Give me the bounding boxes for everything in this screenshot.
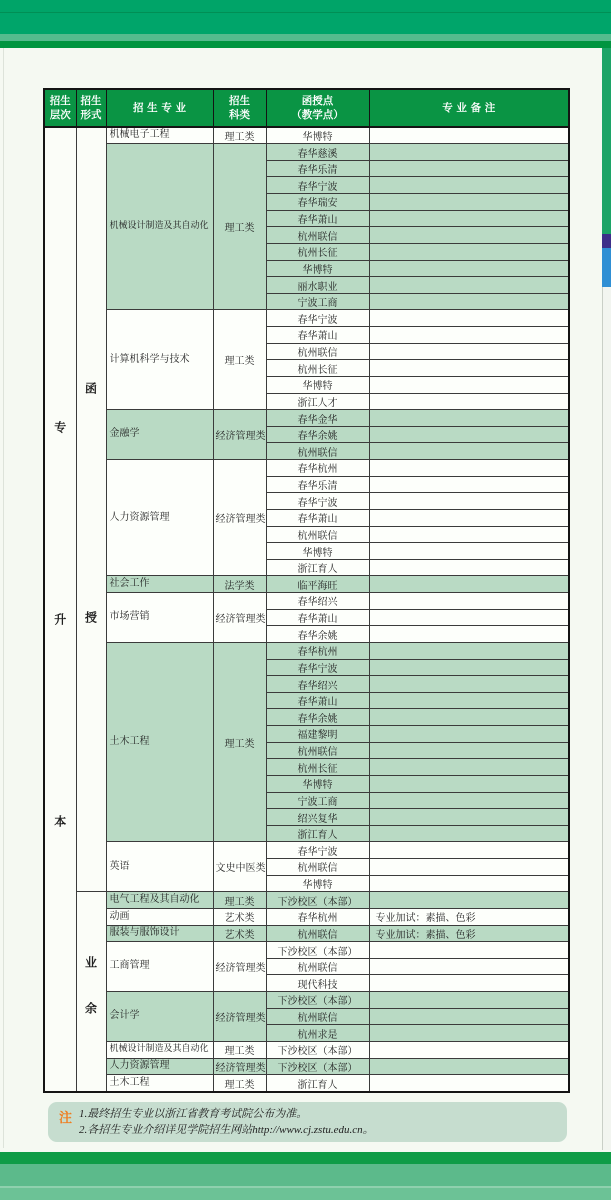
page-left-edge-line — [3, 48, 4, 1148]
site-cell: 春华金华 — [266, 410, 369, 427]
site-cell: 杭州长征 — [266, 243, 369, 260]
site-cell: 春华宁波 — [266, 177, 369, 194]
column-header-form: 招生 形式 — [76, 89, 106, 127]
remark-cell — [369, 642, 569, 659]
remark-cell — [369, 775, 569, 792]
major-cell: 机械电子工程 — [106, 127, 213, 144]
table-row — [44, 908, 569, 925]
category-cell: 理工类 — [213, 127, 266, 144]
column-header-level: 招生 层次 — [44, 89, 76, 127]
remark-cell — [369, 825, 569, 842]
site-cell: 春华乐清 — [266, 476, 369, 493]
remark-cell — [369, 676, 569, 693]
site-cell: 浙江育人 — [266, 825, 369, 842]
top-banner-bar-2 — [0, 13, 611, 34]
remark-cell — [369, 958, 569, 975]
remark-cell — [369, 692, 569, 709]
level-char: 升 — [54, 612, 67, 627]
form-char: 函 — [84, 381, 98, 396]
level-char: 专 — [54, 420, 67, 435]
remark-cell — [369, 127, 569, 144]
remark-cell — [369, 842, 569, 859]
remark-cell — [369, 593, 569, 610]
site-cell: 福建黎明 — [266, 726, 369, 743]
site-cell: 浙江育人 — [266, 559, 369, 576]
remark-cell — [369, 293, 569, 310]
major-cell: 电气工程及其自动化 — [106, 892, 213, 909]
site-cell: 春华萧山 — [266, 210, 369, 227]
note-lines — [79, 1106, 559, 1138]
remark-cell — [369, 559, 569, 576]
major-cell: 英语 — [106, 842, 213, 892]
column-header-major: 招 生 专 业 — [106, 89, 213, 127]
major-cell: 会计学 — [106, 992, 213, 1042]
remark-cell — [369, 792, 569, 809]
site-cell: 春华绍兴 — [266, 676, 369, 693]
level-char: 本 — [54, 814, 67, 829]
form-cell-函授 — [76, 127, 106, 892]
site-cell: 现代科技 — [266, 975, 369, 992]
remark-cell — [369, 327, 569, 344]
table-row — [44, 144, 569, 161]
site-cell: 下沙校区（本部） — [266, 1041, 369, 1058]
remark-cell — [369, 992, 569, 1009]
site-cell: 下沙校区（本部） — [266, 892, 369, 909]
major-cell: 金融学 — [106, 410, 213, 460]
remark-cell — [369, 310, 569, 327]
category-cell: 理工类 — [213, 144, 266, 310]
remark-cell — [369, 975, 569, 992]
category-cell: 经济管理类 — [213, 942, 266, 992]
site-cell: 春华宁波 — [266, 493, 369, 510]
major-cell: 计算机科学与技术 — [106, 310, 213, 410]
remark-cell — [369, 343, 569, 360]
site-cell: 杭州联信 — [266, 958, 369, 975]
site-cell: 杭州联信 — [266, 343, 369, 360]
note-box — [48, 1102, 567, 1142]
category-cell: 艺术类 — [213, 925, 266, 942]
site-cell: 下沙校区（本部） — [266, 992, 369, 1009]
remark-cell — [369, 376, 569, 393]
site-cell: 下沙校区（本部） — [266, 1058, 369, 1075]
major-cell: 人力资源管理 — [106, 1058, 213, 1075]
top-banner-bar-dark — [0, 41, 611, 48]
site-cell: 杭州联信 — [266, 859, 369, 876]
site-cell: 春华宁波 — [266, 659, 369, 676]
table-row — [44, 842, 569, 859]
table-row — [44, 310, 569, 327]
site-cell: 杭州联信 — [266, 1008, 369, 1025]
major-cell: 工商管理 — [106, 942, 213, 992]
remark-cell — [369, 1025, 569, 1042]
remark-cell — [369, 576, 569, 593]
site-cell: 春华萧山 — [266, 327, 369, 344]
bottom-banner-bar — [0, 1164, 611, 1186]
site-cell: 春华杭州 — [266, 460, 369, 477]
major-cell: 机械设计制造及其自动化 — [106, 1041, 213, 1058]
site-cell: 春华萧山 — [266, 609, 369, 626]
major-cell: 市场营销 — [106, 593, 213, 643]
level-cell — [44, 127, 76, 1092]
major-cell: 人力资源管理 — [106, 460, 213, 576]
bottom-banner-bar-dark — [0, 1152, 611, 1164]
site-cell: 华博特 — [266, 376, 369, 393]
form-cell-业余 — [76, 892, 106, 1092]
site-cell: 春华余姚 — [266, 709, 369, 726]
site-cell: 春华瑞安 — [266, 194, 369, 211]
remark-cell — [369, 1008, 569, 1025]
remark-cell — [369, 360, 569, 377]
category-cell: 理工类 — [213, 1075, 266, 1092]
category-cell: 理工类 — [213, 892, 266, 909]
remark-cell — [369, 160, 569, 177]
enrollment-table-wrap — [43, 88, 570, 1093]
table-row — [44, 925, 569, 942]
table-row — [44, 1041, 569, 1058]
site-cell: 春华宁波 — [266, 842, 369, 859]
site-cell: 春华杭州 — [266, 642, 369, 659]
remark-cell — [369, 443, 569, 460]
major-cell: 社会工作 — [106, 576, 213, 593]
remark-cell — [369, 210, 569, 227]
major-cell: 机械设计制造及其自动化 — [106, 144, 213, 310]
column-header-category: 招生 科类 — [213, 89, 266, 127]
site-cell: 春华宁波 — [266, 310, 369, 327]
remark-cell — [369, 260, 569, 277]
top-banner-bar-light — [0, 34, 611, 41]
remark-cell — [369, 942, 569, 959]
site-cell: 杭州联信 — [266, 227, 369, 244]
remark-cell — [369, 144, 569, 161]
remark-cell — [369, 709, 569, 726]
remark-cell — [369, 509, 569, 526]
site-cell: 杭州求是 — [266, 1025, 369, 1042]
table-row — [44, 892, 569, 909]
site-cell: 春华杭州 — [266, 908, 369, 925]
table-row — [44, 576, 569, 593]
form-char: 业 — [84, 955, 98, 970]
note-line-1: 1.最终招生专业以浙江省教育考试院公布为准。 — [79, 1108, 308, 1120]
site-cell: 下沙校区（本部） — [266, 942, 369, 959]
major-cell: 土木工程 — [106, 642, 213, 842]
table-row — [44, 992, 569, 1009]
site-cell: 华博特 — [266, 543, 369, 560]
table-row — [44, 942, 569, 959]
site-cell: 临平海旺 — [266, 576, 369, 593]
category-cell: 理工类 — [213, 310, 266, 410]
remark-cell — [369, 460, 569, 477]
remark-cell — [369, 543, 569, 560]
site-cell: 杭州长征 — [266, 759, 369, 776]
site-cell: 宁波工商 — [266, 293, 369, 310]
site-cell: 杭州联信 — [266, 742, 369, 759]
category-cell: 经济管理类 — [213, 992, 266, 1042]
table-row — [44, 1075, 569, 1092]
remark-cell — [369, 526, 569, 543]
page-edge-green — [602, 48, 611, 234]
remark-cell: 专业加试：素描、色彩 — [369, 925, 569, 942]
category-cell: 经济管理类 — [213, 460, 266, 576]
remark-cell — [369, 476, 569, 493]
form-char: 授 — [84, 610, 98, 625]
remark-cell — [369, 410, 569, 427]
remark-cell — [369, 1041, 569, 1058]
category-cell: 文史中医类 — [213, 842, 266, 892]
enrollment-table — [43, 88, 570, 1093]
major-cell: 动画 — [106, 908, 213, 925]
site-cell: 宁波工商 — [266, 792, 369, 809]
category-cell: 理工类 — [213, 1041, 266, 1058]
remark-cell — [369, 809, 569, 826]
bottom-banner-bar-light — [0, 1188, 611, 1200]
site-cell: 浙江人才 — [266, 393, 369, 410]
note-marker: 注 — [59, 1111, 73, 1126]
page-edge-purple — [602, 234, 611, 248]
remark-cell — [369, 726, 569, 743]
category-cell: 理工类 — [213, 642, 266, 842]
category-cell: 经济管理类 — [213, 1058, 266, 1075]
table-row — [44, 1058, 569, 1075]
remark-cell — [369, 759, 569, 776]
site-cell: 春华慈溪 — [266, 144, 369, 161]
site-cell: 春华萧山 — [266, 509, 369, 526]
remark-cell — [369, 277, 569, 294]
major-cell: 服装与服饰设计 — [106, 925, 213, 942]
site-cell: 春华绍兴 — [266, 593, 369, 610]
note-line-2: 2.各招生专业介绍详见学院招生网站http://www.cj.zstu.edu.cn。 — [79, 1124, 374, 1136]
category-cell: 经济管理类 — [213, 593, 266, 643]
remark-cell — [369, 859, 569, 876]
site-cell: 春华乐清 — [266, 160, 369, 177]
site-cell: 丽水职业 — [266, 277, 369, 294]
remark-cell — [369, 626, 569, 643]
top-banner-bar — [0, 0, 611, 12]
remark-cell — [369, 227, 569, 244]
category-cell: 艺术类 — [213, 908, 266, 925]
major-cell: 土木工程 — [106, 1075, 213, 1092]
remark-cell — [369, 892, 569, 909]
table-row — [44, 642, 569, 659]
site-cell: 华博特 — [266, 875, 369, 892]
site-cell: 杭州联信 — [266, 925, 369, 942]
table-row — [44, 410, 569, 427]
site-cell: 华博特 — [266, 127, 369, 144]
remark-cell — [369, 426, 569, 443]
remark-cell — [369, 1058, 569, 1075]
category-cell: 法学类 — [213, 576, 266, 593]
remark-cell — [369, 177, 569, 194]
remark-cell: 专业加试：素描、色彩 — [369, 908, 569, 925]
form-char: 余 — [84, 1001, 98, 1016]
site-cell: 春华萧山 — [266, 692, 369, 709]
remark-cell — [369, 393, 569, 410]
remark-cell — [369, 493, 569, 510]
table-row — [44, 593, 569, 610]
column-header-remark: 专 业 备 注 — [369, 89, 569, 127]
page-edge-blue — [602, 248, 611, 287]
site-cell: 绍兴复华 — [266, 809, 369, 826]
column-header-site: 函授点 （教学点） — [266, 89, 369, 127]
site-cell: 华博特 — [266, 775, 369, 792]
category-cell: 经济管理类 — [213, 410, 266, 460]
remark-cell — [369, 742, 569, 759]
remark-cell — [369, 659, 569, 676]
site-cell: 春华余姚 — [266, 626, 369, 643]
site-cell: 春华余姚 — [266, 426, 369, 443]
remark-cell — [369, 609, 569, 626]
remark-cell — [369, 194, 569, 211]
site-cell: 华博特 — [266, 260, 369, 277]
site-cell: 杭州长征 — [266, 360, 369, 377]
remark-cell — [369, 243, 569, 260]
site-cell: 杭州联信 — [266, 443, 369, 460]
remark-cell — [369, 875, 569, 892]
site-cell: 浙江育人 — [266, 1075, 369, 1092]
remark-cell — [369, 1075, 569, 1092]
site-cell: 杭州联信 — [266, 526, 369, 543]
table-row — [44, 127, 569, 144]
table-row — [44, 460, 569, 477]
page-edge-paper — [602, 287, 611, 1150]
